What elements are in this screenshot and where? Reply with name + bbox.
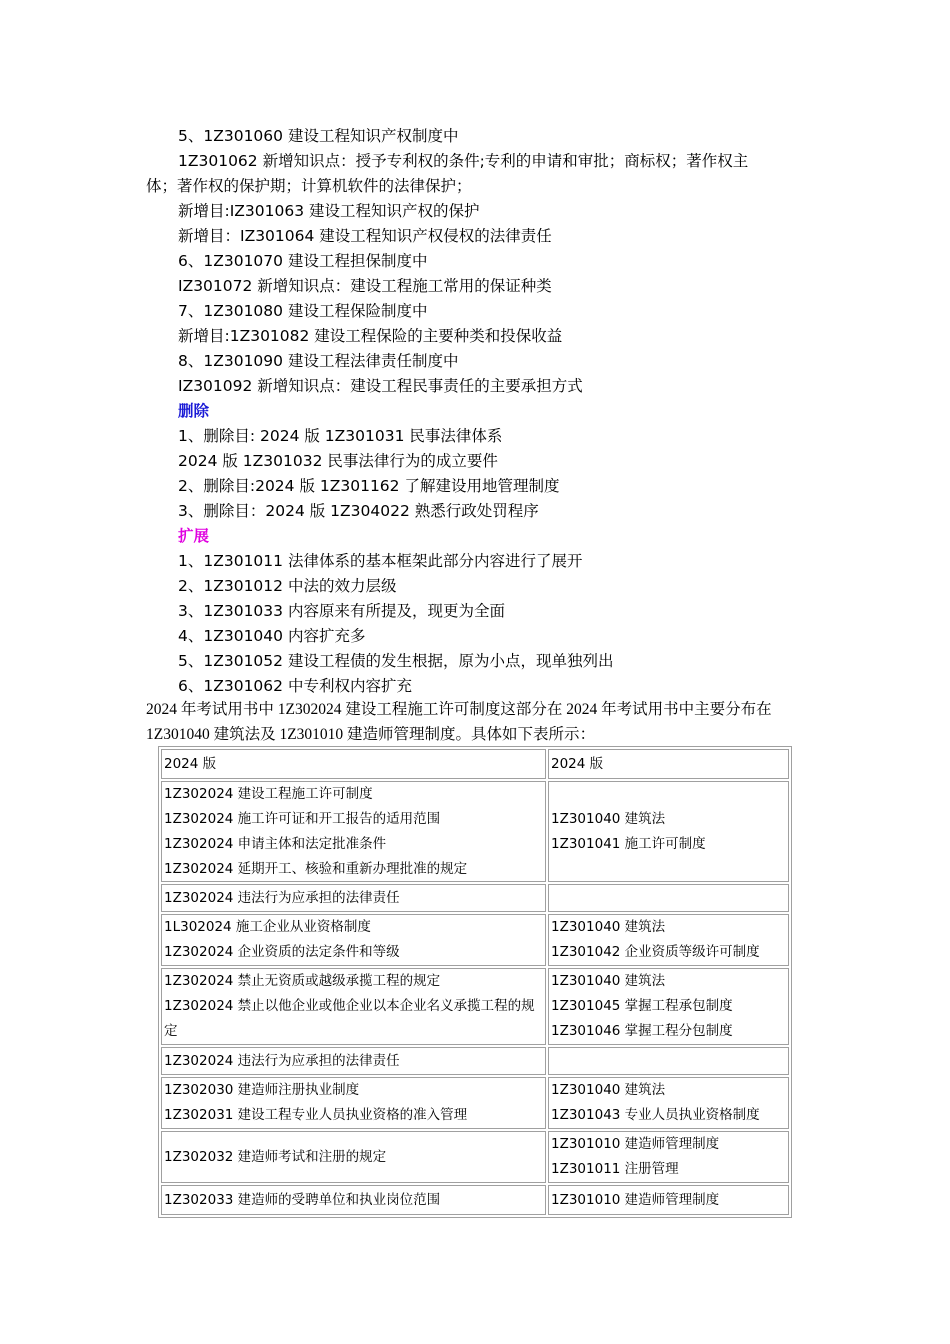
- table-cell-empty: [548, 1047, 789, 1075]
- table-cell: 1Z301010 建造师管理制度 1Z301011 注册管理: [548, 1131, 789, 1183]
- table-cell: 1Z301010 建造师管理制度: [548, 1185, 789, 1215]
- text-line: 新增目:1Z301082 建设工程保险的主要种类和投保收益: [178, 327, 563, 345]
- table-cell: 1Z301040 建筑法 1Z301042 企业资质等级许可制度: [548, 914, 789, 966]
- text-line: 7、1Z301080 建设工程保险制度中: [178, 302, 428, 320]
- text-line: 体；著作权的保护期；计算机软件的法律保护；: [146, 177, 472, 195]
- text-line: 6、1Z301070 建设工程担保制度中: [178, 252, 428, 270]
- text-line: 2、1Z301012 中法的效力层级: [178, 577, 397, 595]
- table-cell: 1Z302024 禁止无资质或越级承揽工程的规定 1Z302024 禁止以他企业或他企业以本企业名义承揽工程的规定: [161, 968, 546, 1045]
- table-cell: 1Z302032 建造师考试和注册的规定: [161, 1131, 546, 1183]
- table-cell: 1Z302024 违法行为应承担的法律责任: [161, 1047, 546, 1075]
- text-line: 3、1Z301033 内容原来有所提及，现更为全面: [178, 602, 505, 620]
- table-cell: 1Z302030 建造师注册执业制度 1Z302031 建设工程专业人员执业资格的准入管理: [161, 1077, 546, 1129]
- text-line: 3、删除目：2024 版 1Z304022 熟悉行政处罚程序: [178, 502, 539, 520]
- delete-heading: 删除: [178, 402, 210, 420]
- intro-paragraph: 2024 年考试用书中 1Z302024 建设工程施工许可制度这部分在 2024 年考试用书中主要分布在 1Z301040 建筑法及 1Z301010 建造师管理制度。具体如下表所示：: [146, 701, 772, 743]
- text-line: 1、1Z301011 法律体系的基本框架此部分内容进行了展开: [178, 552, 583, 570]
- table-cell: 1L302024 施工企业从业资格制度 1Z302024 企业资质的法定条件和等级: [161, 914, 546, 966]
- text-line: 1、删除目: 2024 版 1Z301031 民事法律体系: [178, 427, 503, 445]
- text-line: 6、1Z301062 中专利权内容扩充: [178, 677, 412, 695]
- table-cell: 1Z301040 建筑法 1Z301045 掌握工程承包制度 1Z301046 掌握工程分包制度: [548, 968, 789, 1045]
- table-cell: 1Z302024 违法行为应承担的法律责任: [161, 884, 546, 912]
- comparison-table: [158, 746, 792, 1218]
- expand-heading: 扩展: [178, 527, 210, 545]
- table-header-right: 2024 版: [548, 749, 789, 779]
- text-line: 8、1Z301090 建设工程法律责任制度中: [178, 352, 459, 370]
- table-cell: 1Z301040 建筑法 1Z301041 施工许可制度: [548, 781, 789, 882]
- text-line: 5、1Z301060 建设工程知识产权制度中: [178, 127, 459, 145]
- text-line: 1Z301062 新增知识点：授予专利权的条件;专利的申请和审批；商标权；著作权主: [178, 152, 749, 170]
- table-cell: 1Z301040 建筑法 1Z301043 专业人员执业资格制度: [548, 1077, 789, 1129]
- table-cell: 1Z302033 建造师的受聘单位和执业岗位范围: [161, 1185, 546, 1215]
- text-line: 新增目：IZ301064 建设工程知识产权侵权的法律责任: [178, 227, 552, 245]
- text-line: 2024 版 1Z301032 民事法律行为的成立要件: [178, 452, 498, 470]
- text-line: IZ301072 新增知识点：建设工程施工常用的保证种类: [178, 277, 552, 295]
- text-line: IZ301092 新增知识点：建设工程民事责任的主要承担方式: [178, 377, 583, 395]
- table-cell: 1Z302024 建设工程施工许可制度 1Z302024 施工许可证和开工报告的适用范围 1Z302024 申请主体和法定批准条件 1Z302024 延期开工、核验和重新办理批准的规定: [161, 781, 546, 882]
- text-line: 5、1Z301052 建设工程债的发生根据，原为小点，现单独列出: [178, 652, 614, 670]
- table-cell-empty: [548, 884, 789, 912]
- text-line: 4、1Z301040 内容扩充多: [178, 627, 366, 645]
- text-line: 2、删除目:2024 版 1Z301162 了解建设用地管理制度: [178, 477, 560, 495]
- table-header-left: 2024 版: [161, 749, 546, 779]
- text-line: 新增目:IZ301063 建设工程知识产权的保护: [178, 202, 480, 220]
